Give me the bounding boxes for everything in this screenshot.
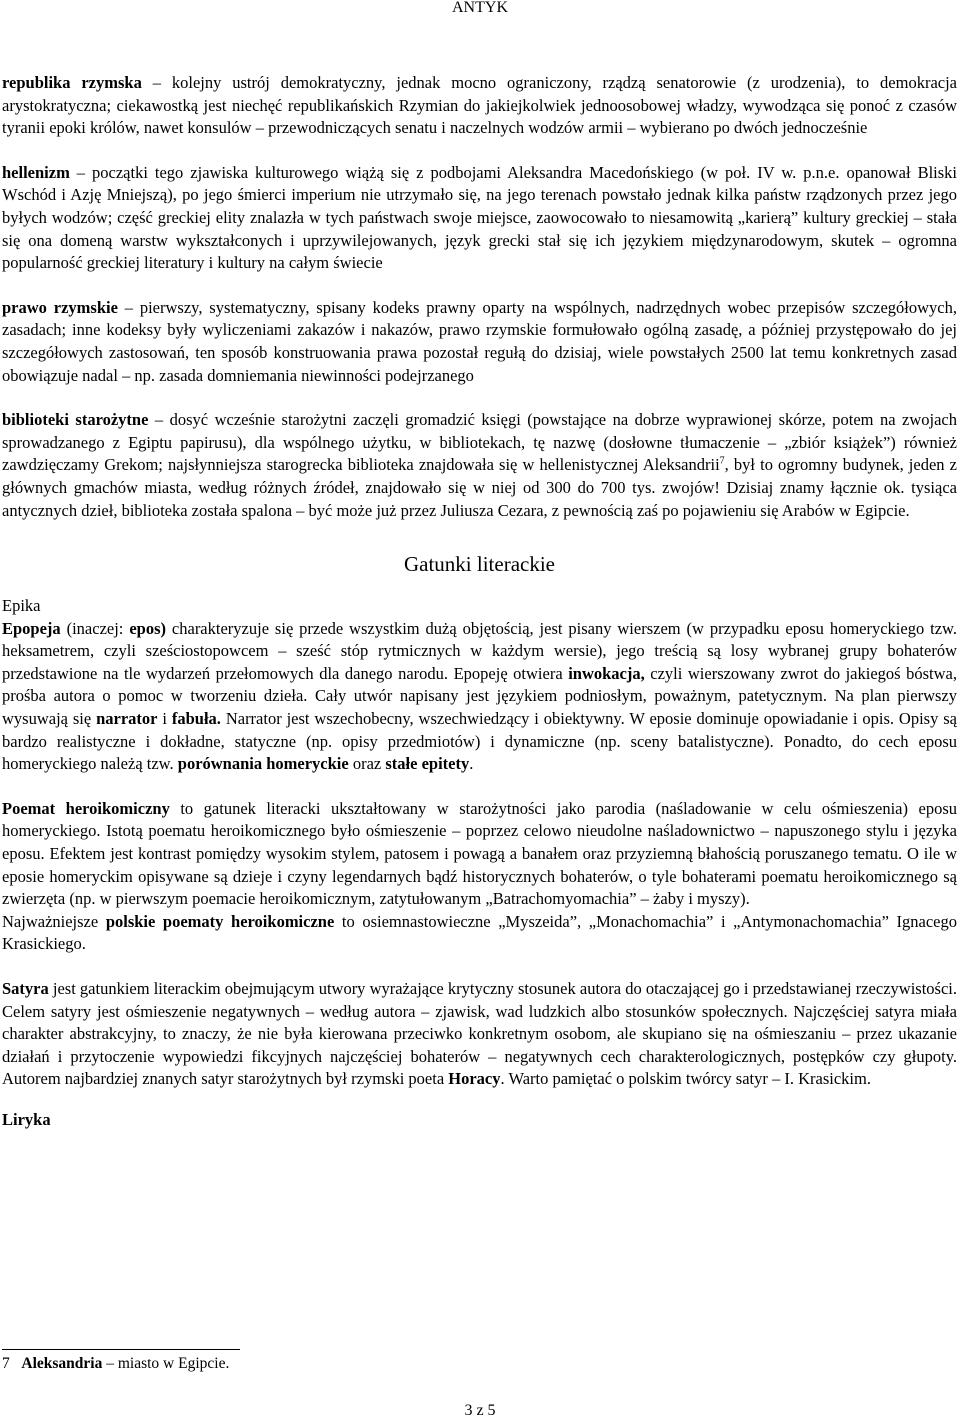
section-title: Gatunki literackie <box>403 552 556 577</box>
paragraph-prawo: prawo rzymskie – pierwszy, systematyczny, spisany kodeks prawny oparty na wspólnych, nadrzędnych wobec przepisów szczegółowych, zasadach; inne kodeksy były wyliczeniami zakazów i nakazów, prawo rzymskie formułowało ogólną zasadę, a później przystępowało do jej szczegółowych zastosowań, ten sposób konstruowania prawa pozostał regułą do dzisiaj, wiele powstałych 2500 lat temu konkretnych zasad obowiązuje nadal – np. zasada domniemania niewinności podejrzanego <box>2 297 957 385</box>
paragraph-satyra: Satyra jest gatunkiem literackim obejmującym utwory wyrażające krytyczny stosunek autora do otaczającej go i przedstawianej rzeczywistości. Celem satyry jest ośmieszenie negatywnych – według autora – zjawisk, wad ludzkich albo stosunków społecznych. Najczęściej satyra miała charakter abstrakcyjny, to znaczy, że nie była kierowana przeciwko konkretnym osobom, ale skupiano się na ośmieszaniu – przez ukazanie działań i przytoczenie wypowiedzi fikcyjnych najczęściej bohaterów – negatywnych cech charakterologicznych, postępków czy głupoty. Autorem najbardziej znanych satyr starożytnych był rzymski poeta Horacy. Warto pamiętać o polskim twórcy satyr – I. Krasickim. <box>2 979 957 1089</box>
footnote-divider <box>2 1349 240 1350</box>
paragraph-poemat: Poemat heroikomiczny to gatunek literacki ukształtowany w starożytności jako parodia (naśladowanie w celu ośmieszenia) eposu homeryckiego. Istotą poematu heroikomicznego było ośmieszenie – poprzez celowo nieudolne naśladownictwo – napuszonego stylu i języka eposu. Efektem jest kontrast pomiędzy wysokim stylem, patosem i powagą a banałem oraz przyziemną błahością poruszanego tematu. O ile w eposie homeryckim opisywane są dzieje i czyny legendarnych bądź historycznych bohaterów, o tyle bohaterami poematu heroikomicznego są zwierzęta (np. w pierwszym poemacie heroikomicznym, zatytułowanym „Batrachomyomachia” – żaby i myszy). <box>2 798 957 909</box>
paragraph-poematy-polskie: Najważniejsze polskie poematy heroikomiczne to osiemnastowieczne „Myszeida”, „Monachomachia” i „Antymonachomachia” Ignacego Krasickiego. <box>2 911 957 954</box>
footnote-number: 7 <box>2 1355 10 1372</box>
term-hellenizm: hellenizm <box>2 162 70 182</box>
paragraph-republika: republika rzymska – kolejny ustrój demokratyczny, jednak mocno ograniczony, rządzą senatorowie (z urodzenia), to demokracja arystokratyczna; ciekawostką jest niechęć republikańskich Rzymian do jakiejkolwiek jednoosobowej władzy, wywodząca się ponoć z czasów tyranii epoki królów, nawet konsulów – przewodniczących senatu i naczelnych wodzów armii – wybierano po dwóch jednocześnie <box>2 73 957 138</box>
term-republika: republika rzymska <box>2 73 142 92</box>
paragraph-epopeja: Epopeja (inaczej: epos) charakteryzuje się przede wszystkim dużą objętością, jest pisany wierszem (w przypadku eposu homeryckiego tzw. heksametrem, czyli sześciostopowcem – sześć stóp rytmicznych w każdym wersie), jego treścią są losy wybranej grupy bohaterów przedstawione na tle wydarzeń przełomowych dla danego narodu. Epopeję otwiera inwokacja, czyli wierszowany zwrot do jakiegoś bóstwa, prośba autora o pomoc w tworzeniu dzieła. Cały utwór napisany jest językiem podniosłym, poważnym, patetycznym. Na plan pierwszy wysuwają się narrator i fabuła. Narrator jest wszechobecny, wszechwiedzący i obiektywny. W eposie dominuje opowiadanie i opis. Opisy są bardzo realistyczne i dokładne, statyczne (np. opisy przedmiotów) i dynamiczne (np. sceny batalistyczne). Ponadto, do cech eposu homeryckiego należą tzw. porównania homeryckie oraz stałe epitety. <box>2 618 958 774</box>
footnote-ref[interactable]: 7 <box>719 455 725 467</box>
subhead-epika: Epika <box>2 596 41 616</box>
term-prawo: prawo rzymskie <box>2 297 118 317</box>
page-number: 3 z 5 <box>464 1402 496 1419</box>
document-body <box>2 72 957 1132</box>
paragraph-biblioteki: biblioteki starożytne – dosyć wcześnie starożytni zaczęli gromadzić księgi (powstające na dobrze wyprawionej skórze, potem na zwojach sprowadzanego z Egiptu papirusu), dla wspólnego użytku, w bibliotekach, tę nazwę (dosłowne tłumaczenie – „zbiór książek”) również zawdzięczamy Grekom; najsłynniejsza starogrecka biblioteka znajdowała się w hellenistycznej Aleksandrii$^7$, był to ogromny budynek, jeden z głównych gmachów miasta, według różnych źródeł, znajdowało się w niej od 300 do 700 tys. zwojów! Dzisiaj znamy łącznie ok. tysiąca antycznych dzieł, biblioteka została spalona – być może już przez Juliusza Cezara, z pewnością zaś po pojawieniu się Arabów w Egipcie. <box>2 410 957 520</box>
paragraph-hellenizm: hellenizm – początki tego zjawiska kulturowego wiążą się z podbojami Aleksandra Macedońskiego (w poł. IV w. p.n.e. opanował Bliski Wschód i Azję Mniejszą), po jego śmierci imperium nie utrzymało się, na jego terenach powstało jednak kilka państw rządzonych przez jego byłych wodzów; część greckiej elity znalazła w tych państwach swoje miejsce, zaowocowało to niesamowitą „karierą” kultury greckiej – stała się ona domeną warstw wykształconych i uprzywilejowanych, język grecki stał się ich językiem międzynarodowym, skutek – ogromna popularność greckiej literatury i kultury na całym świecie <box>2 162 957 273</box>
term-biblioteki: biblioteki starożytne <box>2 410 149 430</box>
footnote-term: Aleksandria <box>21 1355 103 1372</box>
running-header: ANTYK <box>452 0 508 16</box>
subhead-liryka: Liryka <box>2 1109 51 1129</box>
footnote: 7 Aleksandria – miasto w Egipcie. <box>2 1355 230 1372</box>
